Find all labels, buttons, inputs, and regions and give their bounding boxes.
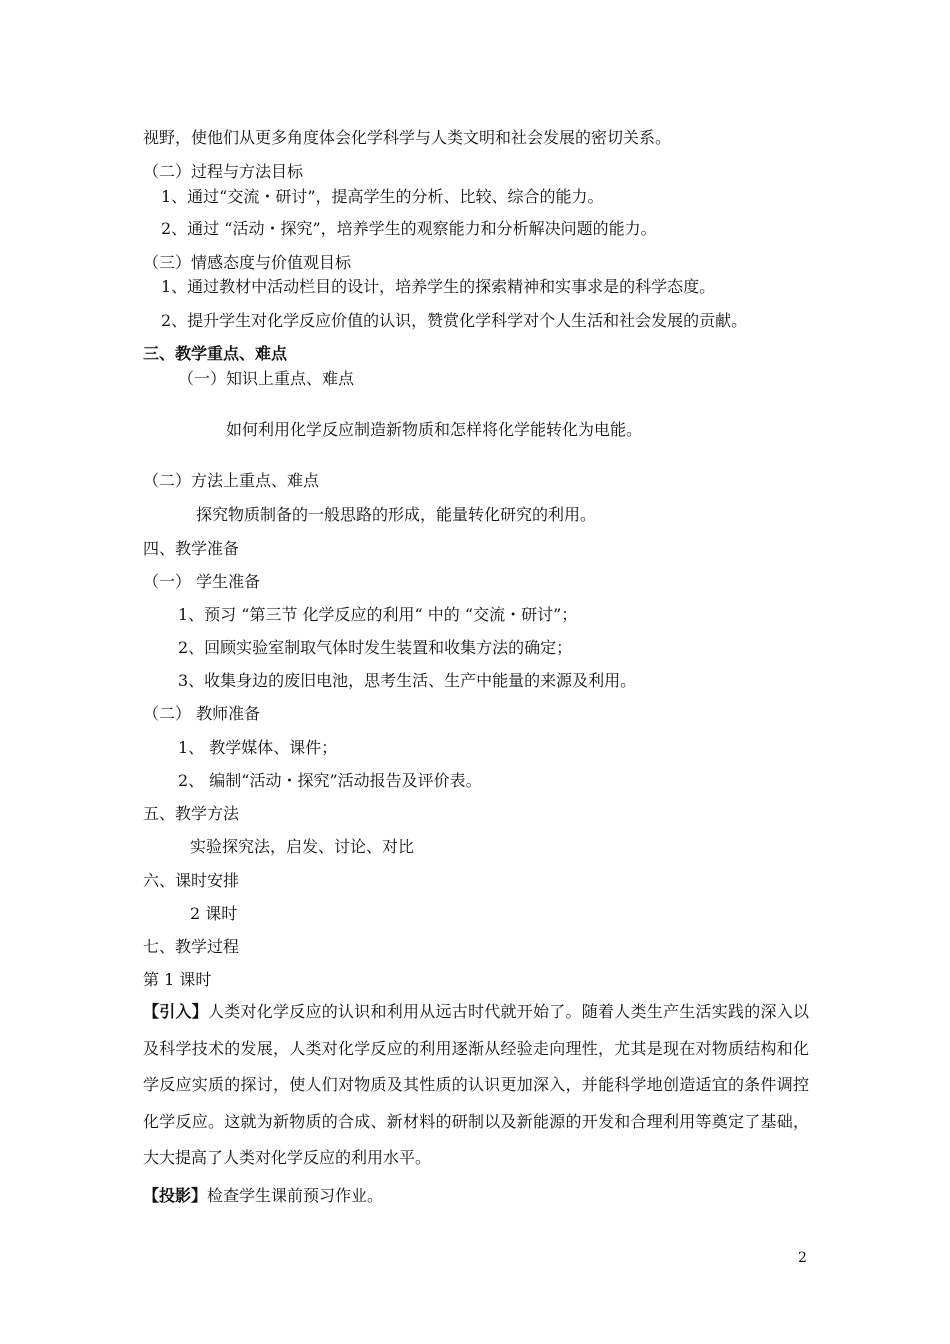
- body-text: 实验探究法，启发、讨论、对比: [190, 837, 415, 856]
- intro-tag: 【引入】: [143, 1002, 208, 1021]
- projection-tag: 【投影】: [143, 1186, 208, 1205]
- list-item: 1、通过“交流・研讨”，提高学生的分析、比较、综合的能力。: [161, 187, 604, 206]
- projection-text: 检查学生课前预习作业。: [207, 1186, 384, 1205]
- intro-paragraph: [143, 994, 809, 1177]
- page-number: 2: [798, 1250, 807, 1266]
- body-text: 探究物质制备的一般思路的形成，能量转化研究的利用。: [196, 505, 597, 524]
- paragraph-continuation: 视野，使他们从更多角度体会化学科学与人类文明和社会发展的密切关系。: [143, 128, 672, 147]
- subsection-heading: （一）知识上重点、难点: [178, 369, 355, 388]
- section-heading-schedule: 六、课时安排: [143, 871, 240, 890]
- list-item: 3、收集身边的废旧电池，思考生活、生产中能量的来源及利用。: [178, 671, 637, 690]
- section-heading-methods: 五、教学方法: [143, 804, 240, 823]
- section-heading-preparation: 四、教学准备: [143, 539, 240, 558]
- lesson-label: 第 1 课时: [143, 970, 212, 989]
- subsection-heading: （二） 教师准备: [143, 704, 261, 723]
- section-heading-process: 七、教学过程: [143, 937, 240, 956]
- body-text: 2 课时: [190, 904, 238, 923]
- body-text: 如何利用化学反应制造新物质和怎样将化学能转化为电能。: [226, 420, 643, 439]
- intro-text: 人类对化学反应的认识和利用从远古时代就开始了。随着人类生产生活实践的深入以及科学技术的发展，人类对化学反应的利用逐渐从经验走向理性，尤其是现在对物质结构和化学反应实质的探讨，使人们对物质及其性质的认识更加深入，并能科学地创造适宜的条件调控化学反应。这就为新物质的合成、新材料的研制以及新能源的开发和合理利用等奠定了基础，大大提高了人类对化学反应的利用水平。: [143, 1002, 809, 1167]
- section-heading-key-points: 三、教学重点、难点: [143, 344, 288, 363]
- list-item: 1、预习 “第三节 化学反应的利用“ 中的 “交流・研讨”；: [178, 605, 578, 624]
- section-heading-emotion-values: （三）情感态度与价值观目标: [143, 253, 352, 272]
- subsection-heading: （一） 学生准备: [143, 572, 261, 591]
- list-item: 2、回顾实验室制取气体时发生装置和收集方法的确定；: [178, 638, 573, 657]
- list-item: 1、通过教材中活动栏目的设计，培养学生的探索精神和实事求是的科学态度。: [161, 277, 716, 296]
- projection-line: [143, 1186, 383, 1206]
- section-heading-process-method: （二）过程与方法目标: [143, 162, 304, 181]
- list-item: 1、 教学媒体、课件；: [178, 738, 338, 757]
- list-item: 2、通过 “活动・探究”，培养学生的观察能力和分析解决问题的能力。: [161, 219, 657, 238]
- subsection-heading: （二）方法上重点、难点: [143, 471, 320, 490]
- list-item: 2、 编制“活动・探究”活动报告及评价表。: [178, 771, 482, 790]
- list-item: 2、提升学生对化学反应价值的认识，赞赏化学科学对个人生活和社会发展的贡献。: [161, 311, 748, 330]
